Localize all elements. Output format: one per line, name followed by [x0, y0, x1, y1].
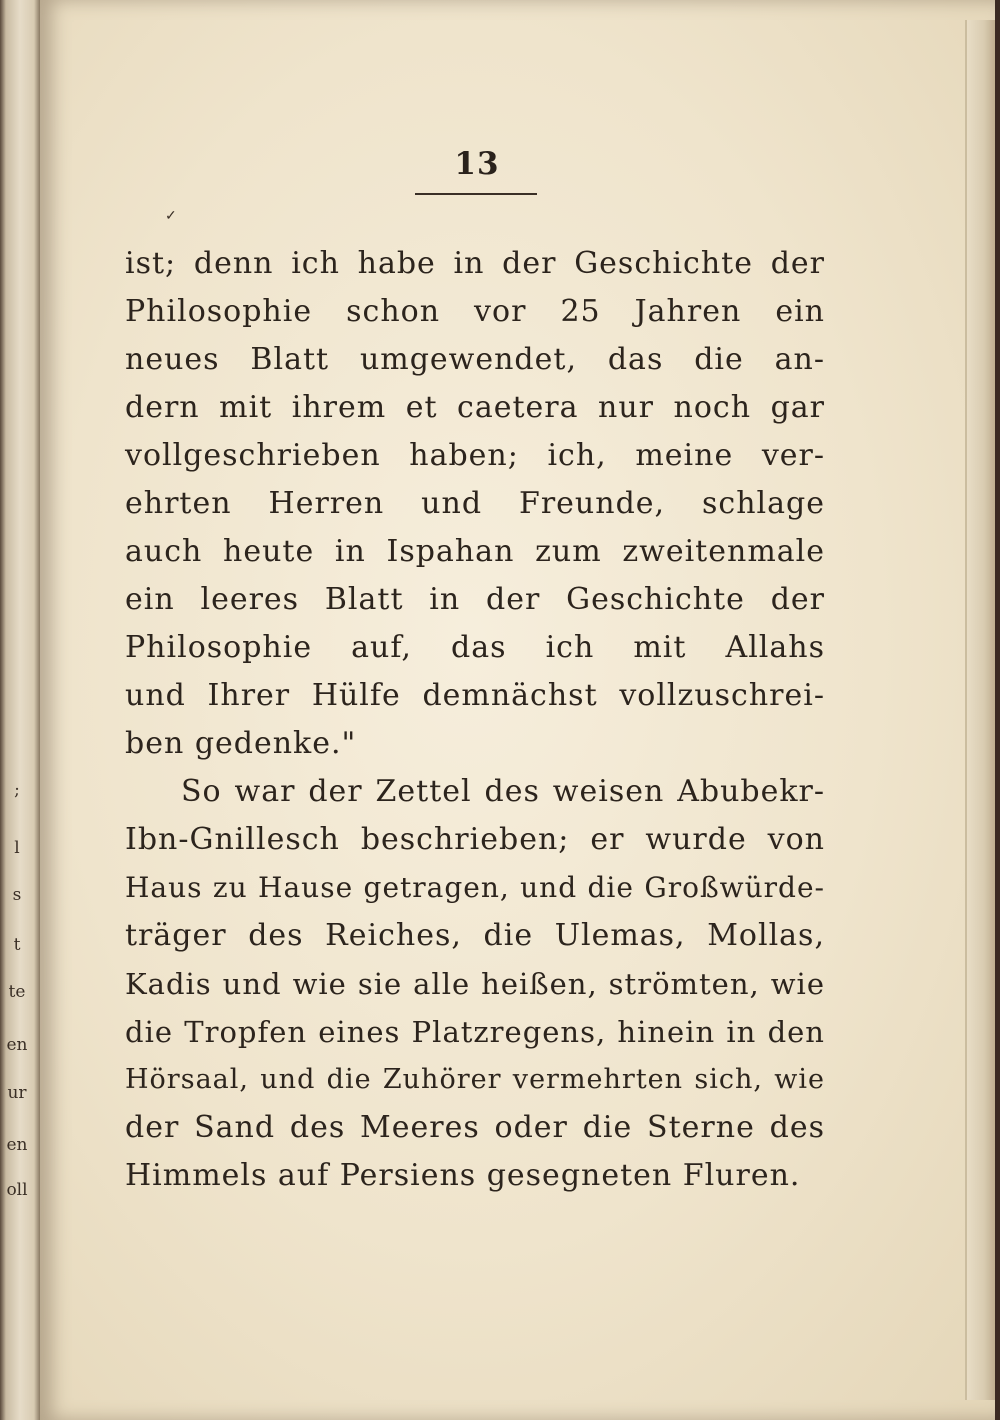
- left-page-fragment: t: [13, 935, 21, 955]
- text-line: vollgeschrieben haben; ich, meine ver-: [125, 438, 825, 473]
- text-line: Philosophie auf, das ich mit Allahs: [125, 630, 825, 665]
- text-line: Philosophie schon vor 25 Jahren ein: [125, 294, 825, 329]
- left-page-fragment: te: [8, 982, 26, 1002]
- page-right-edge: [965, 20, 995, 1400]
- text-line: neues Blatt umgewendet, das die an-: [125, 342, 825, 377]
- text-line: auch heute in Ispahan zum zweitenmale: [125, 534, 825, 569]
- text-line: ist; denn ich habe in der Geschichte der: [125, 246, 825, 281]
- text-line: So war der Zettel des weisen Abubekr-: [181, 774, 825, 809]
- text-line: der Sand des Meeres oder die Sterne des: [125, 1110, 825, 1145]
- text-line: ein leeres Blatt in der Geschichte der: [125, 582, 825, 617]
- left-page-fragment: ;: [14, 780, 20, 800]
- header-rule: [415, 193, 537, 195]
- text-line: Hörsaal, und die Zuhörer vermehrten sich, wie: [125, 1064, 825, 1095]
- text-line: Ibn-Gnillesch beschrieben; er wurde von: [125, 822, 825, 857]
- text-line: und Ihrer Hülfe demnächst vollzuschrei-: [125, 678, 825, 713]
- text-line: Kadis und wie sie alle heißen, strömten, wie: [125, 967, 825, 1001]
- text-line: Haus zu Hause getragen, und die Großwürde-: [125, 871, 825, 904]
- book-binding-edge: [0, 0, 40, 1420]
- text-line: dern mit ihrem et caetera nur noch gar: [125, 390, 825, 425]
- left-page-fragment: en: [6, 1035, 28, 1055]
- left-page-fragment: ur: [7, 1083, 27, 1103]
- text-line: ben gedenke.": [125, 726, 357, 761]
- printer-mark: ✓: [165, 208, 177, 224]
- body-text: [125, 240, 825, 1200]
- left-page-fragment: en: [6, 1135, 28, 1155]
- text-line: die Tropfen eines Platzregens, hinein in den: [125, 1015, 825, 1049]
- left-page-fragment: oll: [6, 1180, 28, 1200]
- left-page-fragment: s: [12, 885, 22, 905]
- left-page-fragment: l: [14, 838, 20, 858]
- text-line: ehrten Herren und Freunde, schlage: [125, 486, 825, 521]
- page-number: 13: [454, 146, 500, 182]
- text-line: träger des Reiches, die Ulemas, Mollas,: [125, 918, 825, 953]
- text-line: Himmels auf Persiens gesegneten Fluren.: [125, 1158, 801, 1193]
